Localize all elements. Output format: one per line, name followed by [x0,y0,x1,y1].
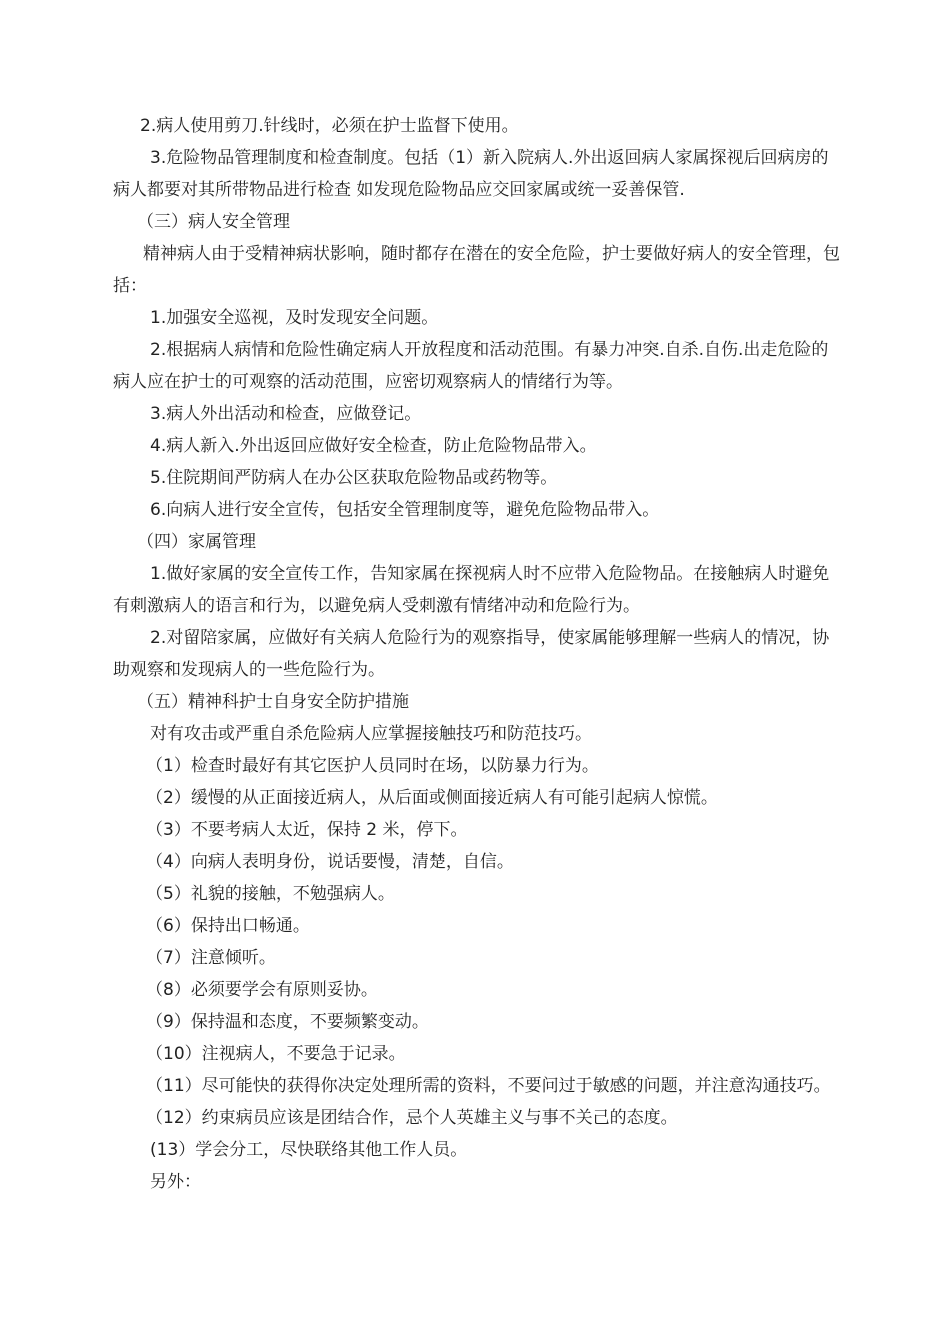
list-item-6: （6）保持出口畅通。 [146,916,310,936]
section-heading-patient-safety: （三）病人安全管理 [137,212,290,232]
list-item-5: （5）礼貌的接触，不勉强病人。 [146,884,395,904]
paragraph-accompanying-family: 2.对留陪家属，应做好有关病人危险行为的观察指导，使家属能够理解一些病人的情况，协助观察和发现病人的一些危险行为。 [113,628,830,680]
list-item-2: （2）缓慢的从正面接近病人，从后面或侧面接近病人有可能引起病人惊慌。 [146,788,718,808]
list-item-3: （3）不要考病人太近，保持 2 米，停下。 [146,820,468,840]
section-heading-family-management: （四）家属管理 [137,532,256,552]
list-item-9: （9）保持温和态度，不要频繁变动。 [146,1012,429,1032]
paragraph-safety-education: 6.向病人进行安全宣传，包括安全管理制度等，避免危险物品带入。 [150,500,660,520]
list-item-11: （11）尽可能快的获得你决定处理所需的资料，不要问过于敏感的问题，并注意沟通技巧。 [146,1076,831,1096]
list-item-10: （10）注视病人，不要急于记录。 [146,1044,406,1064]
paragraph-family-education: 1.做好家属的安全宣传工作，告知家属在探视病人时不应带入危险物品。在接触病人时避免有刺激病人的语言和行为，以避免病人受刺激有情绪冲动和危险行为。 [113,564,830,616]
document-body [113,110,840,1198]
list-item-12: （12）约束病员应该是团结合作，忌个人英雄主义与事不关己的态度。 [146,1108,678,1128]
list-item-13: (13）学会分工，尽快联络其他工作人员。 [150,1140,468,1160]
paragraph-safety-rounds: 1.加强安全巡视，及时发现安全问题。 [150,308,439,328]
paragraph-dangerous-items-rule: 3.危险物品管理制度和检查制度。包括（1）新入院病人.外出返回病人家属探视后回病房的病人都要对其所带物品进行检查 如发现危险物品应交回家属或统一妥善保管. [113,148,829,200]
list-item-7: （7）注意倾听。 [146,948,276,968]
paragraph-protection-intro: 对有攻击或严重自杀危险病人应掌握接触技巧和防范技巧。 [150,724,592,744]
paragraph-additionally: 另外： [150,1172,201,1192]
list-item-1: （1）检查时最好有其它医护人员同时在场，以防暴力行为。 [146,756,599,776]
paragraph-scissors-rule: 2.病人使用剪刀.针线时，必须在护士监督下使用。 [140,116,519,136]
paragraph-outing-registration: 3.病人外出活动和检查，应做登记。 [150,404,422,424]
paragraph-patient-safety-intro: 精神病人由于受精神病状影响，随时都存在潜在的安全危险，护士要做好病人的安全管理，包括： [113,244,840,296]
paragraph-office-area: 5.住院期间严防病人在办公区获取危险物品或药物等。 [150,468,558,488]
paragraph-activity-range: 2.根据病人病情和危险性确定病人开放程度和活动范围。有暴力冲突.自杀.自伤.出走危险的病人应在护士的可观察的活动范围，应密切观察病人的情绪行为等。 [113,340,829,392]
paragraph-admission-check: 4.病人新入.外出返回应做好安全检查，防止危险物品带入。 [150,436,597,456]
section-heading-nurse-protection: （五）精神科护士自身安全防护措施 [137,692,409,712]
list-item-4: （4）向病人表明身份，说话要慢，清楚，自信。 [146,852,514,872]
list-item-8: （8）必须要学会有原则妥协。 [146,980,378,1000]
